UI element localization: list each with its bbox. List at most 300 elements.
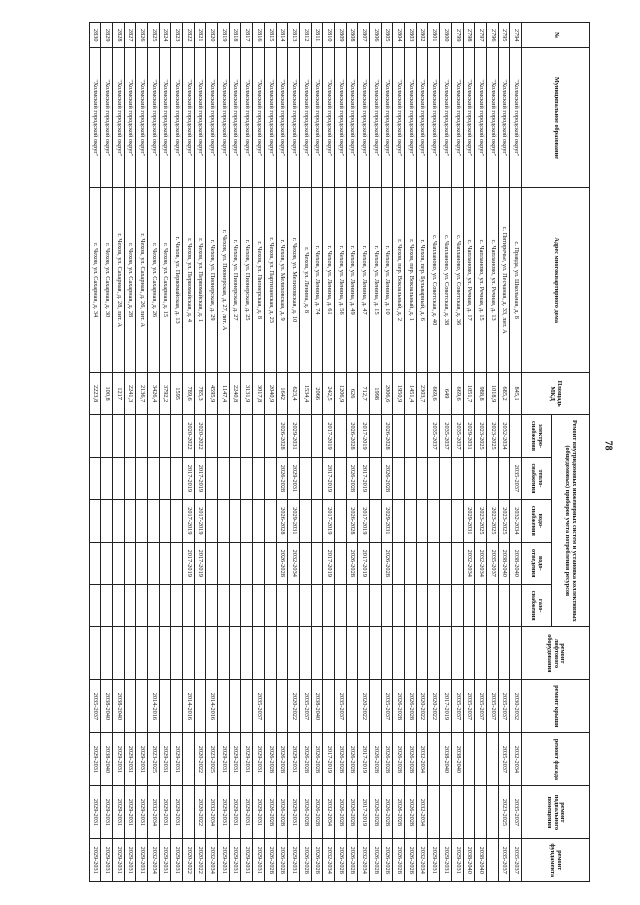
table-row [276,23,288,882]
roof-cell: 2014-2016 [148,680,160,733]
header-address: Адрес многоквартирного дома [522,188,590,373]
roof-cell: 2035-2037 [498,680,510,733]
gas-cell [159,584,171,626]
basement-cell: 2026-2028 [346,786,358,839]
municipality-cell: "Холмский городской округ" [498,48,510,188]
roof-cell: 2035-2037 [335,680,347,733]
sewer-cell: 2038-2040 [510,542,522,584]
address-cell: г. Чехов, ул. Ленина, д. 47 [358,188,370,373]
electro-cell [335,415,347,457]
electro-cell [416,415,428,457]
roof-cell: 2035-2037 [381,680,393,733]
heat-cell: 2017-2019 [183,457,195,499]
gas-cell [370,584,382,626]
gas-cell [218,584,230,626]
heat-cell: 2026-2028 [276,457,288,499]
lift-cell [206,627,218,680]
gas-cell [428,584,440,626]
municipality-cell: "Холмский городской округ" [451,48,463,188]
basement-cell: 2029-2031 [218,786,230,839]
foundation-cell: 2032-2034 [148,839,160,882]
electro-cell: 2029-2031 [288,415,300,457]
row-number: 2830 [89,23,101,48]
electro-cell [101,415,113,457]
address-cell: г. Чехов, ул. Пионерская, д. 27 [229,188,241,373]
municipality-cell: "Холмский городской округ" [405,48,417,188]
address-cell: г. Чехов, ул. Первомайская, д. 1 [194,188,206,373]
area-cell: 789,6 [183,372,195,414]
basement-cell [440,786,452,839]
municipality-cell: "Холмский городской округ" [136,48,148,188]
row-number: 2795 [498,23,510,48]
facade-cell: 2029-2031 [171,733,183,786]
table-row [428,23,440,882]
roof-cell: 2035-2037 [451,680,463,733]
facade-cell: 2029-2031 [241,733,253,786]
area-cell: 3017,8 [253,372,265,414]
electro-cell: 2023-2025 [475,415,487,457]
lift-cell [428,627,440,680]
lift-cell [381,627,393,680]
roof-cell [124,680,136,733]
address-cell: г. Чехов, ул. Пионерская, д. 27, лит. А [218,188,230,373]
water-cell [393,500,405,542]
facade-cell: 2026-2028 [405,733,417,786]
area-cell: 2223,8 [89,372,101,414]
lift-cell [276,627,288,680]
facade-cell: 2032-2034 [510,733,522,786]
municipality-cell: "Холмский городской округ" [194,48,206,188]
heat-cell [101,457,113,499]
basement-cell: 2029-2031 [288,786,300,839]
lift-cell [510,627,522,680]
water-cell [124,500,136,542]
page-number: 78 [602,440,614,451]
table-row [358,23,370,882]
facade-cell: 2038-2040 [101,733,113,786]
row-number: 2823 [171,23,183,48]
table-row [370,23,382,882]
table-row [299,23,311,882]
electro-cell: 2032-2034 [498,415,510,457]
area-cell: 1018,9 [486,372,498,414]
roof-cell: 2035-2037 [253,680,265,733]
row-number: 2820 [206,23,218,48]
facade-cell: 2029-2031 [253,733,265,786]
row-number: 2809 [335,23,347,48]
table-row [311,23,323,882]
basement-cell: 2029-2031 [112,786,124,839]
facade-cell: 2026-2028 [393,733,405,786]
table-row [510,23,522,882]
foundation-cell: 2029-2031 [440,839,452,882]
foundation-cell: 2026-2028 [335,839,347,882]
sewer-cell: 2032-2034 [463,542,475,584]
area-cell: 1595 [171,372,183,414]
basement-cell: 2032-2034 [148,786,160,839]
row-number: 2816 [253,23,265,48]
foundation-cell: 2029-2031 [451,839,463,882]
lift-cell [463,627,475,680]
basement-cell [486,786,498,839]
heat-cell [393,457,405,499]
table-row [253,23,265,882]
facade-cell: 2023-2025 [148,733,160,786]
heat-cell [299,457,311,499]
address-cell: с. Чапланово, ул. Советская, д. 40 [428,188,440,373]
municipality-cell: "Холмский городской округ" [288,48,300,188]
row-number: 2807 [358,23,370,48]
basement-cell [183,786,195,839]
heat-cell: 2026-2028 [381,457,393,499]
lift-cell [183,627,195,680]
sewer-cell [440,542,452,584]
gas-cell [112,584,124,626]
sewer-cell: 2038-2040 [498,542,510,584]
electro-cell [229,415,241,457]
electro-cell: 2035-2037 [451,415,463,457]
facade-cell: 2017-2019 [323,733,335,786]
basement-cell: 2026-2028 [370,786,382,839]
water-cell [428,500,440,542]
electro-cell [253,415,265,457]
address-cell: г. Чехов, ул. Ленина, д. 10 [381,188,393,373]
facade-cell: 2026-2028 [276,733,288,786]
sewer-cell: 2032-2034 [475,542,487,584]
municipality-cell: "Холмский городской округ" [253,48,265,188]
roof-cell [276,680,288,733]
gas-cell [451,584,463,626]
row-number: 2827 [124,23,136,48]
roof-cell: 2020-2022 [288,680,300,733]
gas-cell [206,584,218,626]
electro-cell: 2035-2037 [428,415,440,457]
row-number: 2796 [486,23,498,48]
table-row [440,23,452,882]
electro-cell [241,415,253,457]
heat-cell: 2026-2028 [346,457,358,499]
foundation-cell: 2032-2034 [358,839,370,882]
municipality-cell: "Холмский городской округ" [381,48,393,188]
roof-cell: 2020-2022 [358,680,370,733]
table-body [89,23,521,882]
area-cell: 669,6 [428,372,440,414]
foundation-cell: 2029-2031 [159,839,171,882]
heat-cell [159,457,171,499]
gas-cell [276,584,288,626]
roof-cell: 2014-2016 [206,680,218,733]
gas-cell [299,584,311,626]
basement-cell [451,786,463,839]
header-water: водо-снабжения [522,500,552,542]
gas-cell [486,584,498,626]
lift-cell [451,627,463,680]
facade-cell [463,733,475,786]
facade-cell: 2026-2028 [335,733,347,786]
table-row [346,23,358,882]
table-row [229,23,241,882]
row-number: 2808 [346,23,358,48]
gas-cell [405,584,417,626]
row-number: 2824 [159,23,171,48]
lift-cell [358,627,370,680]
gas-cell [229,584,241,626]
water-cell: 2029-2031 [288,500,300,542]
gas-cell [253,584,265,626]
address-cell: г. Чехов, ул. Сахарная, д. 30 [101,188,113,373]
facade-cell: 2038-2040 [451,733,463,786]
basement-cell: 2029-2031 [171,786,183,839]
municipality-cell: "Холмский городской округ" [323,48,335,188]
sewer-cell: 2032-2034 [288,542,300,584]
municipality-cell: "Холмский городской округ" [393,48,405,188]
heat-cell: 2029-2031 [288,457,300,499]
basement-cell: 2032-2034 [323,786,335,839]
heat-cell [486,457,498,499]
area-cell: 2241,3 [124,372,136,414]
address-cell: г. Чехов, пер. Вокзальный, д. 2 [393,188,405,373]
row-number: 2806 [370,23,382,48]
header-roof: ремонт крыши [522,680,590,733]
row-number: 2818 [229,23,241,48]
gas-cell [416,584,428,626]
table-row [218,23,230,882]
electro-cell [218,415,230,457]
municipality-cell: "Холмский городской округ" [370,48,382,188]
heat-cell: 2017-2019 [323,457,335,499]
row-number: 2810 [323,23,335,48]
lift-cell [440,627,452,680]
address-cell: г. Чехов, ул. Сахарная, д. 28, лит. А [112,188,124,373]
electro-cell [89,415,101,457]
address-cell: г. Чехов, ул. Ленина, д. 15 [370,188,382,373]
municipality-cell: "Холмский городской округ" [311,48,323,188]
electro-cell [370,415,382,457]
municipality-cell: "Холмский городской округ" [206,48,218,188]
electro-cell: 2023-2025 [486,415,498,457]
basement-cell: 2029-2031 [241,786,253,839]
heat-cell [475,457,487,499]
basement-cell: 2032-2034 [416,786,428,839]
row-number: 2811 [311,23,323,48]
area-cell: 4595,9 [206,372,218,414]
rotated-page [42,22,590,882]
table-row [335,23,347,882]
electro-cell [136,415,148,457]
foundation-cell: 2026-2028 [346,839,358,882]
sewer-cell [101,542,113,584]
water-cell [206,500,218,542]
foundation-cell: 2029-2031 [288,839,300,882]
roof-cell [171,680,183,733]
address-cell: г. Чехов, ул. Ленина, д. 49 [346,188,358,373]
sewer-cell [428,542,440,584]
roof-cell: 2035-2037 [299,680,311,733]
gas-cell [381,584,393,626]
row-number: 2813 [288,23,300,48]
gas-cell [264,584,276,626]
municipality-cell: "Холмский городской округ" [276,48,288,188]
lift-cell [241,627,253,680]
heat-cell [171,457,183,499]
table-row [171,23,183,882]
area-cell: 1534,4 [299,372,311,414]
electro-cell [206,415,218,457]
sewer-cell: 2035-2037 [486,542,498,584]
facade-cell: 2029-2031 [159,733,171,786]
row-number: 2817 [241,23,253,48]
table-row [264,23,276,882]
facade-cell [428,733,440,786]
sewer-cell [171,542,183,584]
table-row [194,23,206,882]
basement-cell: 2035-2037 [510,786,522,839]
roof-cell [264,680,276,733]
facade-cell: 2017-2019 [358,733,370,786]
roof-cell: 2026-2028 [405,680,417,733]
municipality-cell: "Холмский городской округ" [89,48,101,188]
heat-cell [136,457,148,499]
row-number: 2825 [148,23,160,48]
heat-cell [124,457,136,499]
foundation-cell: 2032-2034 [206,839,218,882]
heat-cell [498,457,510,499]
water-cell: 2017-2019 [194,500,206,542]
heat-cell [229,457,241,499]
electro-cell [148,415,160,457]
address-cell: г. Чехов, ул. Пионерская, д. 8 [253,188,265,373]
lift-cell [171,627,183,680]
foundation-cell: 2026-2028 [370,839,382,882]
sewer-cell [311,542,323,584]
electro-cell [159,415,171,457]
sewer-cell [148,542,160,584]
gas-cell [148,584,160,626]
area-cell: 2006,6 [381,372,393,414]
roof-cell: 2035-2037 [463,680,475,733]
basement-cell: 2026-2028 [311,786,323,839]
water-cell [101,500,113,542]
heat-cell [428,457,440,499]
table-row [405,23,417,882]
sewer-cell [253,542,265,584]
foundation-cell: 2029-2031 [218,839,230,882]
basement-cell: 2029-2031 [101,786,113,839]
basement-cell: 2029-2031 [136,786,148,839]
sewer-cell [136,542,148,584]
area-cell: 3792,2 [159,372,171,414]
table-row [101,23,113,882]
water-cell [159,500,171,542]
table-row [475,23,487,882]
foundation-cell: 2026-2028 [299,839,311,882]
table-row [206,23,218,882]
roof-cell: 2038-2040 [112,680,124,733]
table-row [498,23,510,882]
electro-cell: 2035-2037 [440,415,452,457]
address-cell: г. Чехов, пер. Вокзальный, д. 1 [405,188,417,373]
basement-cell: 2026-2028 [264,786,276,839]
heat-cell [253,457,265,499]
header-electro: электро-снабжения [522,415,552,457]
table-row [124,23,136,882]
municipality-cell: "Холмский городской округ" [428,48,440,188]
address-cell: г. Чехов, ул. Ленина, д. 61 [323,188,335,373]
address-cell: с. Чапланово, ул. Речная, д. 13 [486,188,498,373]
address-cell: с. Правда, ул. Школьная, д. 8 [510,188,522,373]
gas-cell [288,584,300,626]
foundation-cell: 2029-2031 [124,839,136,882]
water-cell: 2029-2031 [463,500,475,542]
electro-cell: 2029-2031 [463,415,475,457]
table-row [183,23,195,882]
water-cell [218,500,230,542]
heat-cell [405,457,417,499]
municipality-cell: "Холмский городской округ" [486,48,498,188]
table-row [451,23,463,882]
water-cell [264,500,276,542]
municipality-cell: "Холмский городской округ" [159,48,171,188]
address-cell: г. Чехов, ул. Партизанская, д. 23 [264,188,276,373]
facade-cell: 2026-2028 [346,733,358,786]
gas-cell [136,584,148,626]
municipality-cell: "Холмский городской округ" [112,48,124,188]
lift-cell [218,627,230,680]
roof-cell [241,680,253,733]
foundation-cell: 2029-2031 [241,839,253,882]
row-number: 2805 [381,23,393,48]
area-cell: 712,7 [358,372,370,414]
lift-cell [112,627,124,680]
roof-cell: 2035-2037 [89,680,101,733]
header-basement: ремонт подвального помещения [522,786,590,839]
area-cell: 2136,7 [136,372,148,414]
roof-cell [370,680,382,733]
foundation-cell: 2035-2037 [498,839,510,882]
foundation-cell [486,839,498,882]
gas-cell [241,584,253,626]
area-cell: 1217 [112,372,124,414]
area-cell: 649 [440,372,452,414]
roof-cell: 2017-2019 [440,680,452,733]
row-number: 2828 [112,23,124,48]
roof-cell: 2035-2037 [486,680,498,733]
lift-cell [229,627,241,680]
heat-cell [311,457,323,499]
facade-cell: 2029-2031 [229,733,241,786]
roof-cell [218,680,230,733]
water-cell [299,500,311,542]
electro-cell [311,415,323,457]
water-cell [89,500,101,542]
water-cell [370,500,382,542]
address-cell: с. Чапланово, ул. Советская, д. 38 [440,188,452,373]
header-heat: тепло-снабжения [522,457,552,499]
gas-cell [346,584,358,626]
area-cell: 242,5 [323,372,335,414]
sewer-cell: 2017-2019 [323,542,335,584]
roof-cell: 2035-2037 [475,680,487,733]
lift-cell [194,627,206,680]
area-cell: 2303,7 [416,372,428,414]
address-cell: г. Чехов, ул. Мелиховская, д. 10 [288,188,300,373]
foundation-cell: 2029-2031 [112,839,124,882]
facade-cell: 2029-2031 [89,733,101,786]
table-row [323,23,335,882]
table-row [288,23,300,882]
water-cell [171,500,183,542]
basement-cell: 2026-2028 [299,786,311,839]
